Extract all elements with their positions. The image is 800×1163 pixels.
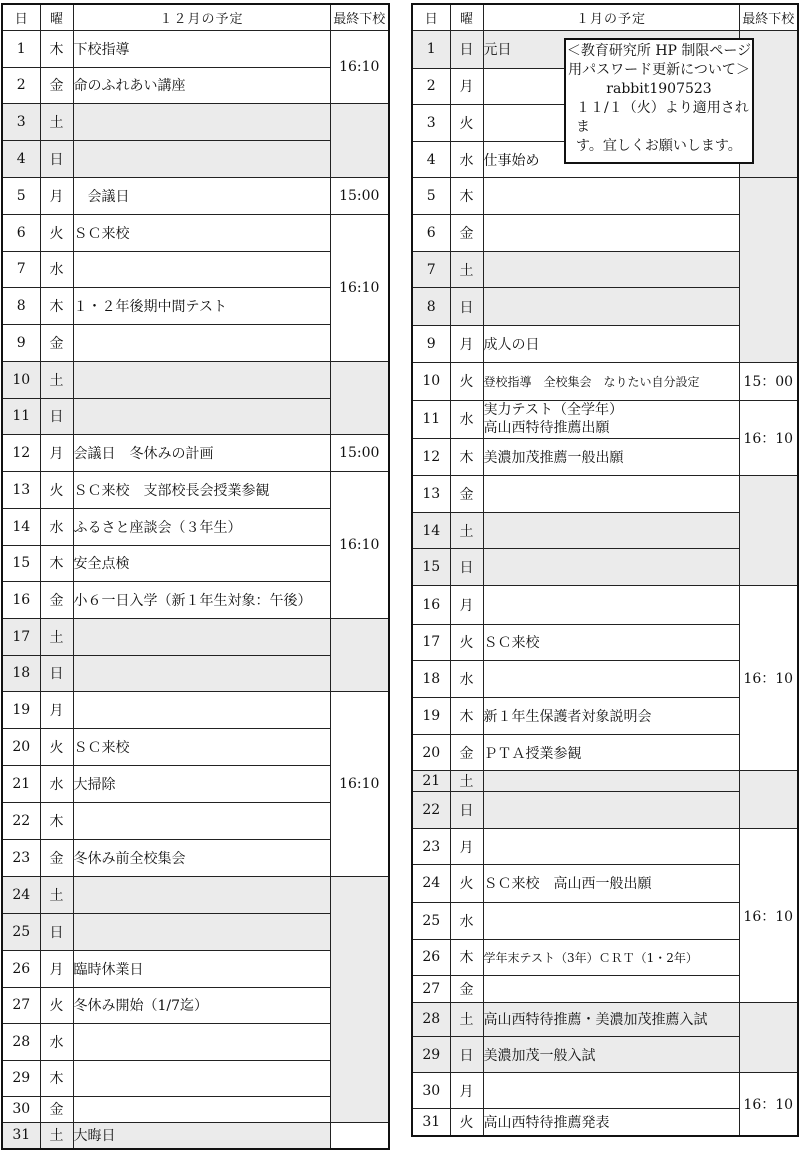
event-cell: 美濃加茂推薦一般出願: [483, 438, 739, 475]
weekday-cell: 月: [450, 829, 483, 865]
event-cell: 臨時休業日: [73, 950, 330, 987]
event-cell: 下校指導: [73, 30, 330, 67]
event-cell: [73, 251, 330, 287]
weekday-cell: 火: [40, 471, 73, 508]
event-cell: [483, 476, 739, 513]
event-cell: ＳＣ来校: [73, 214, 330, 251]
dismissal-time-empty: [330, 361, 389, 434]
event-cell: ふるさと座談会（３年生）: [73, 508, 330, 545]
event-cell: ＰＴＡ授業参観: [483, 734, 739, 770]
weekday-cell: 水: [450, 141, 483, 177]
day-number: 24: [2, 876, 40, 913]
event-cell: [483, 829, 739, 865]
day-number: 29: [412, 1036, 450, 1072]
day-number: 25: [2, 913, 40, 950]
day-number: 11: [2, 398, 40, 434]
day-number: 12: [412, 438, 450, 475]
header-row: [2, 4, 389, 30]
weekday-cell: 月: [40, 691, 73, 728]
day-number: 11: [412, 400, 450, 438]
schedule-row: [2, 618, 389, 655]
day-number: 22: [412, 792, 450, 829]
day-number: 17: [2, 618, 40, 655]
dismissal-time: 16：10: [739, 400, 798, 475]
schedule-row: [2, 214, 389, 251]
event-line: 実力テスト（全学年）: [483, 402, 623, 419]
weekday-cell: 火: [450, 624, 483, 660]
event-cell: [483, 513, 739, 549]
day-number: 8: [2, 287, 40, 324]
day-number: 16: [2, 581, 40, 618]
event-cell: [483, 400, 739, 438]
event-cell: 高山西特待推薦・美濃加茂推薦入試: [483, 1002, 739, 1036]
weekday-cell: 火: [450, 1109, 483, 1136]
day-number: 26: [412, 939, 450, 975]
event-cell: [73, 802, 330, 839]
schedule-row: [2, 177, 389, 214]
event-cell: 小６一日入学（新１年生対象：午後）: [73, 581, 330, 618]
day-number: 3: [2, 103, 40, 140]
month-title: １月の予定: [483, 4, 739, 30]
event-cell: [73, 398, 330, 434]
notice-heading-line1: ＜教育研究所 HP 制限ページ: [566, 43, 752, 59]
event-cell: ＳＣ来校 支部校長会授業参観: [73, 471, 330, 508]
day-number: 21: [412, 771, 450, 792]
weekday-cell: 日: [40, 655, 73, 691]
day-number: 27: [2, 987, 40, 1023]
day-number: 19: [2, 691, 40, 728]
day-number: 26: [2, 950, 40, 987]
dismissal-header: 最終下校: [330, 4, 389, 30]
schedule-row: [412, 771, 798, 792]
weekday-cell: 金: [40, 581, 73, 618]
event-cell: 冬休み開始（1/7迄）: [73, 987, 330, 1023]
event-cell: [73, 913, 330, 950]
weekday-cell: 火: [450, 865, 483, 902]
weekday-cell: 日: [450, 549, 483, 586]
day-number: 18: [2, 655, 40, 691]
weekday-cell: 水: [450, 660, 483, 697]
dismissal-time-empty: [330, 103, 389, 177]
notice-body-line1: １１/１（火）より適用されま: [576, 100, 749, 135]
dismissal-time-empty: [739, 1002, 798, 1072]
event-cell: 会議日: [73, 177, 330, 214]
weekday-cell: 月: [40, 434, 73, 471]
weekday-cell: 火: [40, 728, 73, 765]
weekday-cell: 木: [40, 30, 73, 67]
day-number: 27: [412, 975, 450, 1002]
weekday-cell: 金: [40, 67, 73, 103]
event-cell: 美濃加茂一般入試: [483, 1036, 739, 1072]
event-cell: １・２年後期中間テスト: [73, 287, 330, 324]
schedule-row: [2, 434, 389, 471]
december-schedule-table: [1, 3, 390, 1150]
day-header: 日: [412, 4, 450, 30]
weekday-cell: 火: [450, 362, 483, 400]
day-number: 2: [2, 67, 40, 103]
day-number: 8: [412, 288, 450, 325]
weekday-cell: 土: [450, 513, 483, 549]
dismissal-time: 16:10: [330, 691, 389, 876]
day-header: 日: [2, 4, 40, 30]
event-cell: [483, 792, 739, 829]
event-cell: 元日: [483, 30, 739, 68]
dismissal-time-empty: [739, 178, 798, 363]
event-cell: 学年末テスト（3年）ＣＲＴ（1・2年）: [483, 939, 739, 975]
dismissal-time-empty: [739, 771, 798, 829]
weekday-cell: 水: [40, 1023, 73, 1060]
weekday-cell: 木: [450, 939, 483, 975]
dismissal-time-empty: [739, 476, 798, 586]
day-number: 18: [412, 660, 450, 697]
weekday-cell: 火: [450, 104, 483, 141]
day-number: 17: [412, 624, 450, 660]
day-number: 3: [412, 104, 450, 141]
weekday-cell: 木: [450, 438, 483, 475]
day-number: 15: [412, 549, 450, 586]
day-number: 7: [2, 251, 40, 287]
weekday-header: 曜: [40, 4, 73, 30]
day-number: 23: [412, 829, 450, 865]
weekday-cell: 火: [40, 987, 73, 1023]
day-number: 22: [2, 802, 40, 839]
day-number: 25: [412, 902, 450, 939]
event-cell: 新１年生保護者対象説明会: [483, 697, 739, 734]
day-number: 15: [2, 545, 40, 581]
dismissal-time: 16：10: [739, 1073, 798, 1136]
event-cell: ＳＣ来校: [483, 624, 739, 660]
weekday-cell: 水: [450, 902, 483, 939]
weekday-cell: 月: [450, 325, 483, 362]
event-cell: [483, 215, 739, 252]
event-cell: [73, 1060, 330, 1096]
notice-heading-line2: 用パスワード更新について＞: [568, 62, 750, 78]
dismissal-time: 16：10: [739, 829, 798, 1003]
dismissal-time: 15:00: [330, 177, 389, 214]
event-cell: [73, 691, 330, 728]
weekday-cell: 月: [450, 586, 483, 624]
schedule-row: [412, 476, 798, 513]
day-number: 29: [2, 1060, 40, 1096]
day-number: 31: [412, 1109, 450, 1136]
schedule-row: [2, 691, 389, 728]
weekday-cell: 土: [450, 1002, 483, 1036]
schedule-row: [2, 1122, 389, 1149]
event-cell: [73, 103, 330, 140]
day-number: 24: [412, 865, 450, 902]
event-cell: 安全点検: [73, 545, 330, 581]
event-cell: [483, 1073, 739, 1109]
event-line: 高山西特待推薦出願: [483, 420, 610, 437]
weekday-header: 曜: [450, 4, 483, 30]
weekday-cell: 木: [40, 545, 73, 581]
event-cell: 仕事始め: [483, 141, 739, 177]
event-cell: 高山西特待推薦発表: [483, 1109, 739, 1136]
event-cell: 会議日 冬休みの計画: [73, 434, 330, 471]
event-cell: 大晦日: [73, 1122, 330, 1149]
weekday-cell: 水: [40, 765, 73, 802]
weekday-cell: 日: [40, 398, 73, 434]
day-number: 9: [412, 325, 450, 362]
event-cell: 冬休み前全校集会: [73, 839, 330, 876]
weekday-cell: 金: [450, 476, 483, 513]
event-cell: [483, 771, 739, 792]
event-cell: [483, 975, 739, 1002]
weekday-cell: 水: [40, 251, 73, 287]
event-cell: ＳＣ来校: [73, 728, 330, 765]
dismissal-time: 16:10: [330, 30, 389, 103]
event-cell: [73, 1023, 330, 1060]
event-cell: [73, 618, 330, 655]
weekday-cell: 木: [40, 287, 73, 324]
event-cell: [73, 1096, 330, 1122]
event-cell: [483, 252, 739, 288]
day-number: 14: [2, 508, 40, 545]
day-number: 10: [2, 361, 40, 398]
weekday-cell: 土: [40, 876, 73, 913]
day-number: 30: [2, 1096, 40, 1122]
weekday-cell: 日: [450, 1036, 483, 1072]
schedule-row: [412, 586, 798, 624]
schedule-row: [412, 178, 798, 215]
day-number: 19: [412, 697, 450, 734]
weekday-cell: 日: [40, 140, 73, 177]
event-cell: ＳＣ来校 高山西一般出願: [483, 865, 739, 902]
weekday-cell: 木: [450, 178, 483, 215]
event-cell: 登校指導 全校集会 なりたい自分設定: [483, 362, 739, 400]
weekday-cell: 日: [40, 913, 73, 950]
weekday-cell: 月: [450, 1073, 483, 1109]
weekday-cell: 火: [40, 214, 73, 251]
dismissal-time: 16：10: [739, 586, 798, 771]
weekday-cell: 水: [40, 508, 73, 545]
dismissal-time: 15:00: [330, 434, 389, 471]
weekday-cell: 金: [450, 215, 483, 252]
dismissal-time: 16:10: [330, 214, 389, 361]
weekday-cell: 日: [450, 792, 483, 829]
event-cell: [73, 655, 330, 691]
day-number: 4: [2, 140, 40, 177]
event-cell: [73, 140, 330, 177]
weekday-cell: 土: [40, 361, 73, 398]
january-schedule-table: [411, 3, 799, 1137]
schedule-row: [412, 1002, 798, 1036]
schedule-row: [412, 362, 798, 400]
schedule-row: [412, 400, 798, 438]
header-row: [412, 4, 798, 30]
event-cell: [73, 324, 330, 361]
day-number: 4: [412, 141, 450, 177]
schedule-row: [2, 103, 389, 140]
event-cell: 大掃除: [73, 765, 330, 802]
event-cell: [483, 902, 739, 939]
dismissal-time-empty: [330, 618, 389, 691]
event-cell: [483, 586, 739, 624]
event-cell: 命のふれあい講座: [73, 67, 330, 103]
schedule-row: [2, 876, 389, 913]
dismissal-header: 最終下校: [739, 4, 798, 30]
event-cell: [483, 178, 739, 215]
day-number: 6: [412, 215, 450, 252]
day-number: 13: [2, 471, 40, 508]
weekday-cell: 日: [450, 288, 483, 325]
weekday-cell: 日: [450, 30, 483, 68]
weekday-cell: 木: [450, 697, 483, 734]
weekday-cell: 土: [40, 1122, 73, 1149]
notice-password: rabbit1907523: [606, 81, 712, 97]
schedule-row: [2, 471, 389, 508]
event-cell: [483, 549, 739, 586]
weekday-cell: 土: [450, 252, 483, 288]
day-number: 1: [412, 30, 450, 68]
weekday-cell: 木: [40, 802, 73, 839]
dismissal-time: 15：00: [739, 362, 798, 400]
weekday-cell: 金: [40, 839, 73, 876]
weekday-cell: 土: [450, 771, 483, 792]
weekday-cell: 木: [40, 1060, 73, 1096]
schedule-row: [2, 30, 389, 67]
dismissal-time-empty: [330, 876, 389, 1122]
weekday-cell: 月: [40, 950, 73, 987]
day-number: 5: [412, 178, 450, 215]
day-number: 9: [2, 324, 40, 361]
month-title: １２月の予定: [73, 4, 330, 30]
weekday-cell: 月: [450, 68, 483, 104]
day-number: 28: [412, 1002, 450, 1036]
day-number: 7: [412, 252, 450, 288]
weekday-cell: 土: [40, 618, 73, 655]
event-cell: [483, 660, 739, 697]
day-number: 20: [412, 734, 450, 770]
day-number: 16: [412, 586, 450, 624]
day-number: 30: [412, 1073, 450, 1109]
weekday-cell: 金: [40, 324, 73, 361]
day-number: 23: [2, 839, 40, 876]
day-number: 31: [2, 1122, 40, 1149]
event-cell: [73, 361, 330, 398]
event-cell: [483, 288, 739, 325]
schedule-row: [412, 829, 798, 865]
schedule-row: [412, 1073, 798, 1109]
weekday-cell: 水: [450, 400, 483, 438]
event-cell: [73, 876, 330, 913]
day-number: 20: [2, 728, 40, 765]
weekday-cell: 金: [450, 734, 483, 770]
weekday-cell: 金: [40, 1096, 73, 1122]
day-number: 5: [2, 177, 40, 214]
weekday-cell: 土: [40, 103, 73, 140]
day-number: 13: [412, 476, 450, 513]
day-number: 6: [2, 214, 40, 251]
notice-body-line2: す。宜しくお願いします。: [576, 138, 742, 154]
dismissal-time: 16:10: [330, 471, 389, 618]
day-number: 14: [412, 513, 450, 549]
day-number: 1: [2, 30, 40, 67]
schedule-row: [2, 361, 389, 398]
day-number: 28: [2, 1023, 40, 1060]
password-notice-box: [564, 38, 754, 164]
weekday-cell: 金: [450, 975, 483, 1002]
day-number: 10: [412, 362, 450, 400]
day-number: 12: [2, 434, 40, 471]
day-number: 2: [412, 68, 450, 104]
event-cell: 成人の日: [483, 325, 739, 362]
weekday-cell: 月: [40, 177, 73, 214]
day-number: 21: [2, 765, 40, 802]
